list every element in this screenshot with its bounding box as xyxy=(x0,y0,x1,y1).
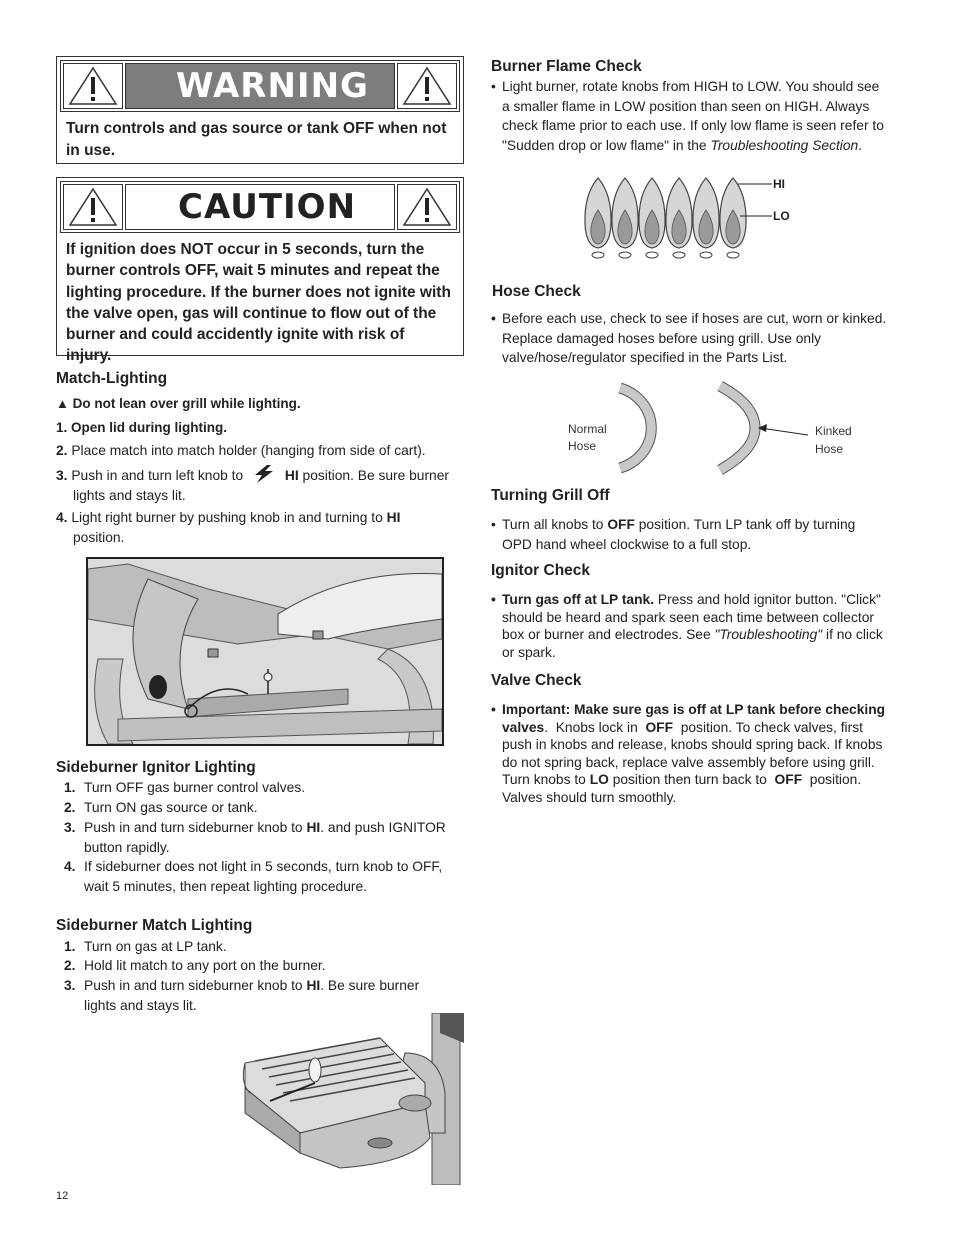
bullet: • xyxy=(491,592,496,607)
caution-triangle-icon xyxy=(398,185,456,229)
match-lighting-heading: Match-Lighting xyxy=(56,370,168,387)
match-step-2: 2. Place match into match holder (hanging from side of cart). xyxy=(56,443,426,458)
valve-check-text: • Important: Make sure gas is off at LP tank before checking valves. Knobs lock in OFF position. To check valves, first push in knobs and release, knobs should spring back. If knobs do not spring back, replace valve assembly before using grill. Turn knobs to LO position then turn back to OFF position. Valves should turn smoothly. xyxy=(491,702,886,805)
match-note-text: Do not lean over grill while lighting. xyxy=(72,396,301,411)
kinked-hose-label-2: Hose xyxy=(815,442,844,456)
match-step-1: 1. Open lid during lighting. xyxy=(56,420,228,435)
burner-port xyxy=(619,252,631,258)
burner-port xyxy=(727,252,739,258)
ignitor-step-4: 4. If sideburner does not light in 5 seconds, turn knob to OFF, wait 5 minutes, then repeat lighting procedure. xyxy=(64,859,443,894)
hose-diagram xyxy=(560,380,860,475)
warning-title-box xyxy=(125,63,395,109)
grill-burner-image xyxy=(88,559,442,744)
burner-flame-check-text: • Light burner, rotate knobs from HIGH to LOW. You should see a smaller flame in LOW position than seen on HIGH. Always check flame prior to each use. If only low flame is seen refer to "Sudden drop or low flame" in the Troubleshooting Section. xyxy=(491,79,884,153)
ignite-spark-icon xyxy=(251,465,279,483)
caution-left-icon-box xyxy=(63,184,123,230)
flame-hi-label: HI xyxy=(773,177,785,191)
warning-box xyxy=(56,56,464,164)
burner-port xyxy=(673,252,685,258)
match-lighting-note xyxy=(56,394,301,414)
warning-left-icon-box xyxy=(63,63,123,109)
flame-lo-label: LO xyxy=(773,209,790,223)
caution-title: CAUTION xyxy=(178,187,357,227)
sb-match-step-1: 1. Turn on gas at LP tank. xyxy=(64,939,227,954)
burner-port xyxy=(700,252,712,258)
hose-check-heading: Hose Check xyxy=(492,283,581,300)
burner-flame-check-heading: Burner Flame Check xyxy=(491,58,642,75)
turning-grill-off-text: • Turn all knobs to OFF position. Turn LP tank off by turning OPD hand wheel clockwise to a full stop. xyxy=(491,517,856,552)
sideburner-illustration xyxy=(240,1013,464,1185)
match-step-4: 4. Light right burner by pushing knob in and turning to HI position. xyxy=(56,510,401,545)
sideburner-ignitor-heading: Sideburner Ignitor Lighting xyxy=(56,759,256,776)
ignitor-step-1: 1. Turn OFF gas burner control valves. xyxy=(64,780,306,795)
page-number: 12 xyxy=(56,1190,69,1202)
warning-triangle-icon xyxy=(398,64,456,108)
bullet: • xyxy=(491,517,496,532)
flame-image xyxy=(580,172,800,264)
kinked-hose-label-1: Kinked xyxy=(815,424,852,438)
caution-right-icon-box xyxy=(397,184,457,230)
normal-hose-label-2: Hose xyxy=(568,439,597,453)
sb-match-step-3: 3. Push in and turn sideburner knob to HI. Be sure burner lights and stays lit. xyxy=(64,978,420,1013)
burner-port xyxy=(592,252,604,258)
ignitor-check-text: • Turn gas off at LP tank. Press and hold ignitor button. "Click" should be heard and spark seen each time between collector box or burner and electrodes. See "Troubleshooting" if no click or spark. xyxy=(491,592,883,660)
ignitor-step-3: 3. Push in and turn sideburner knob to HI. and push IGNITOR button rapidly. xyxy=(64,820,446,855)
bullet: • xyxy=(491,311,496,326)
caution-text: If ignition does NOT occur in 5 seconds, turn the burner controls OFF, wait 5 minutes and repeat the lighting procedure. If the burner does not ignite with the valve open, gas will continue to flow out of the burner and could accidently ignite with risk of injury. xyxy=(66,241,451,365)
sb-match-step-2: 2. Hold lit match to any port on the burner. xyxy=(64,958,326,973)
sideburner-image xyxy=(240,1013,464,1185)
warning-header xyxy=(60,60,460,112)
normal-hose-label-1: Normal xyxy=(568,422,607,436)
sideburner-match-heading: Sideburner Match Lighting xyxy=(56,917,253,934)
ignitor-step-2: 2. Turn ON gas source or tank. xyxy=(64,800,258,815)
ignitor-check-heading: Ignitor Check xyxy=(491,562,591,579)
warning-right-icon-box xyxy=(397,63,457,109)
valve-check-heading: Valve Check xyxy=(491,672,582,689)
bullet: • xyxy=(491,79,496,94)
warning-text: Turn controls and gas source or tank OFF when not in use. xyxy=(66,120,447,159)
match-step-3: 3. Push in and turn left knob to HI position. Be sure burner lights and stays lit. xyxy=(56,465,466,505)
bullet: • xyxy=(491,702,496,717)
warning-triangle-icon xyxy=(64,64,122,108)
burner-port xyxy=(646,252,658,258)
caution-box xyxy=(56,177,464,365)
warning-title: WARNING xyxy=(176,66,369,106)
hose-check-text: • Before each use, check to see if hoses are cut, worn or kinked. Replace damaged hoses before using grill. Use only valve/hose/regulator specified in the Parts List. xyxy=(491,311,887,365)
caution-title-box xyxy=(125,184,395,230)
caution-header xyxy=(60,181,460,233)
turning-grill-off-heading: Turning Grill Off xyxy=(491,487,610,504)
caution-triangle-icon xyxy=(64,185,122,229)
warning-small-triangle-icon: ▲ xyxy=(56,396,69,411)
grill-lighting-illustration xyxy=(86,557,444,746)
flame-diagram xyxy=(580,172,800,264)
